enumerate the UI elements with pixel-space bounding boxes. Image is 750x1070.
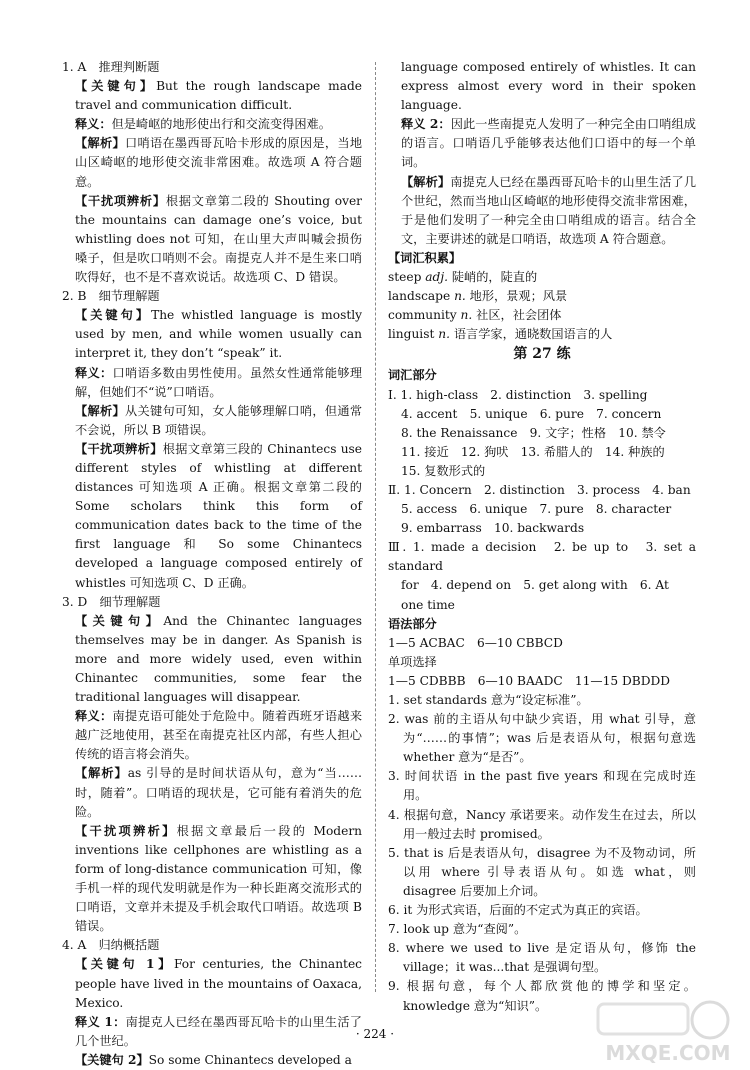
q1-gloss: 释义：但是崎岖的地形使出行和交流变得困难。: [75, 117, 331, 132]
grammar-note: 9. 根据句意，每个人都欣赏他的博学和坚定。knowledge 意为“知识”。: [388, 979, 696, 1013]
vocab-meaning: 地形，景观；风景: [469, 289, 568, 304]
grammar-note: 2. was 前的主语从句中缺少宾语，用 what 引导，意为“……的事情”；was 后是表语从句，根据句意选 whether 意为“是否”。: [388, 712, 696, 765]
vocab-pos: n.: [454, 289, 466, 304]
q1-distractor: 【干扰项辨析】根据文章第二段的 Shouting over the mountains can damage one’s voice, but whistling does not 可知，在山里大声叫喊会损伤嗓子，但是吹口哨则不会。南提克人并不是生来口哨吹得好，也不是不喜欢说话。故选项 C、D 错误。: [75, 193, 363, 285]
q4-gloss1: 释义 1：南提克人已经在墨西哥瓦哈卡的山里生活了几个世纪。: [75, 1014, 362, 1048]
grammar-heading: 语法部分: [388, 616, 437, 631]
grammar-note: 5. that is 后是表语从句，disagree 为不及物动词，所以用 where 引导表语从句。如选 what，则 disagree 后要加上介词。: [388, 845, 696, 898]
watermark-text: MXQE.COM: [605, 1041, 731, 1065]
left-column: [62, 58, 362, 1070]
vocab-answer-line: one time: [401, 597, 455, 612]
q2-analysis: 【解析】从关键句可知，女人能够理解口哨，但通常不会说，所以 B 项错误。: [75, 403, 363, 437]
q2-distractor: 【干扰项辨析】根据文章第三段的 Chinantecs use different styles of whistling at different distances 可知选项 A 正确。根据文章第二段的 Some scholars think this form of communication dates back to the time of the first language 和 So some Chinantecs developed a language composed entirely of whistles 可知选项 C、D 正确。: [75, 441, 363, 590]
q4-key1: 【关键句 1】For centuries, the Chinantec people have lived in the mountains of Oaxaca, Mexico.: [75, 957, 362, 1010]
vocab-answer-line: 8. the Renaissance 9. 文字；性格 10. 禁令: [401, 425, 666, 440]
vocab-section-part2: [388, 481, 696, 538]
vocab-answer-line: 5. access 6. unique 7. pure 8. character: [401, 502, 672, 517]
vocab-answer-line: Ⅱ. 1. Concern 2. distinction 3. process 4. ban: [388, 482, 691, 497]
grammar-note: 6. it 为形式宾语，后面的不定式为真正的宾语。: [388, 903, 648, 918]
vocab-answer-line: 4. accent 5. unique 6. pure 7. concern: [401, 406, 662, 421]
vocab-item: [388, 325, 696, 344]
q4-key2-continued: language composed entirely of whistles. It can express almost every word in their spoken language.: [401, 60, 696, 113]
vocab-meaning: 陡峭的，陡直的: [451, 270, 538, 285]
grammar-note: 1. set standards 意为“设定标准”。: [388, 693, 589, 707]
q3-heading: 3. D 细节理解题: [62, 594, 161, 609]
unit-title: 第 27 练: [513, 346, 571, 363]
watermark-logo: [592, 998, 744, 1068]
q3-distractor: 【干扰项辨析】根据文章最后一段的 Modern inventions like cellphones are whistling as a form of long-distance communication 可知，像手机一样的现代发明就是作为一种长距离交流形式的口哨语，文章并未提及手机会取代口哨语。故选项 B 错误。: [75, 823, 362, 934]
vocab-item: [388, 268, 696, 287]
vocab-word: community: [388, 308, 457, 323]
q4-key2: 【关键句 2】So some Chinantecs developed a: [75, 1052, 352, 1067]
q3-gloss: 释义：南提克语可能处于危险中。随着西班牙语越来越广泛地使用，甚至在南提克社区内部，有些人担心传统的语言将会消失。: [75, 709, 363, 762]
q3-key: 【关键句】And the Chinantec languages themselves may be in danger. As Spanish is more and more widely used, even within Chinantec communities, some fear the traditional languages will disappear.: [75, 613, 362, 705]
grammar-note: 3. 时间状语 in the past five years 和现在完成时连用。: [388, 769, 696, 803]
vocab-pos: n.: [460, 308, 473, 323]
q4-analysis: 【解析】南提克人已经在墨西哥瓦哈卡的山里生活了几个世纪，然而当地山区崎岖的地形使得交流非常困难，于是他们发明了一种完全由口哨组成的语言。结合全文，主要讲述的就是口哨语，故选项 A 符合题意。: [401, 174, 697, 246]
q1-analysis: 【解析】口哨语在墨西哥瓦哈卡形成的原因是，当地山区崎岖的地形使交流非常困难。故选项 A 符合题意。: [75, 136, 363, 189]
watermark-box: [598, 1004, 688, 1034]
watermark-circle: [692, 1002, 728, 1038]
vocab-section-part3: [388, 538, 696, 614]
column-divider: [375, 62, 376, 992]
vocab-word: landscape: [388, 289, 451, 304]
vocab-answer-line: Ⅰ. 1. high-class 2. distinction 3. spelling: [388, 387, 648, 402]
q1-heading: 1. A 推理判断题: [62, 60, 160, 74]
q2-gloss: 释义：口哨语多数由男性使用。虽然女性通常能够理解，但她们不“说”口哨语。: [75, 365, 363, 399]
q2-heading: 2. B 细节理解题: [62, 289, 160, 304]
grammar-subheading: 单项选择: [388, 654, 437, 669]
right-column: [388, 58, 696, 1016]
q1-key: 【关键句】But the rough landscape made travel and communication difficult.: [75, 79, 362, 113]
grammar-answers-2: 1—5 CDBBB 6—10 BAADC 11—15 DBDDD: [388, 673, 671, 688]
grammar-note: 4. 根据句意，Nancy 承诺要来。动作发生在过去，所以用一般过去时 promised。: [388, 807, 696, 841]
vocab-answer-line: Ⅲ. 1. made a decision 2. be up to 3. set a standard: [388, 540, 696, 574]
vocab-item: [388, 306, 696, 325]
vocab-pos: adj.: [425, 270, 448, 285]
grammar-answers-1: 1—5 ACBAC 6—10 CBBCD: [388, 635, 563, 650]
vocab-meaning: 语言学家，通晓数国语言的人: [453, 327, 613, 342]
grammar-notes: [388, 691, 696, 1016]
vocab-meaning: 社区，社会团体: [476, 308, 562, 323]
q2-key: 【关键句】The whistled language is mostly used by men, and while women usually can interpret it, they don’t “speak” it.: [75, 308, 363, 361]
vocab-section-part1: [388, 386, 696, 481]
page-number: · 224 ·: [355, 1027, 395, 1041]
vocab-item: [388, 287, 696, 306]
vocab-heading: 【词汇积累】: [388, 250, 462, 265]
vocab-answer-line: for 4. depend on 5. get along with 6. At: [401, 578, 669, 593]
vocab-answer-line: 15. 复数形式的: [401, 463, 486, 478]
vocab-word: linguist: [388, 327, 435, 342]
vocab-section-heading: 词汇部分: [388, 368, 437, 383]
vocab-word: steep: [388, 270, 422, 285]
vocab-answer-line: 9. embarrass 10. backwards: [401, 521, 585, 536]
vocab-list: [388, 268, 696, 344]
q4-gloss2: 释义 2：因此一些南提克人发明了一种完全由口哨组成的语言。口哨语几乎能够表达他们口语中的每一个单词。: [401, 117, 696, 170]
q4-heading: 4. A 归纳概括题: [62, 938, 160, 953]
grammar-note: 7. look up 意为“查阅”。: [388, 922, 527, 937]
q3-analysis: 【解析】as 引导的是时间状语从句，意为“当……时，随着”。口哨语的现状是，它可能有着消失的危险。: [75, 766, 363, 819]
vocab-pos: n.: [438, 327, 450, 342]
vocab-answer-line: 11. 接近 12. 狗吠 13. 希腊人的 14. 种族的: [401, 444, 665, 459]
grammar-note: 8. where we used to live 是定语从句，修饰 the village；it was...that 是强调句型。: [388, 941, 696, 975]
